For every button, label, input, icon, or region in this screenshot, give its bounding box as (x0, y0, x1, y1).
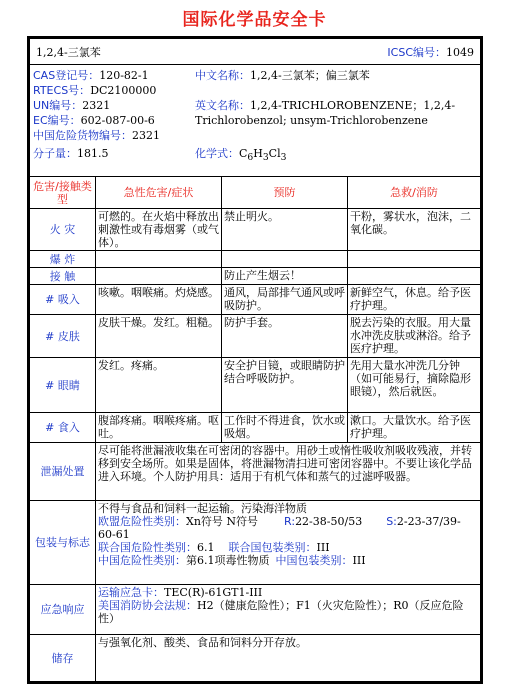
un-class-line (98, 541, 478, 554)
r-phrase-value: 22-38-50/53 (295, 515, 363, 528)
un-value: 2321 (82, 99, 111, 112)
ingestion-symptom: 腹部疼痛。咽喉疼痛。呕吐。 (96, 413, 222, 443)
eu-class-line (98, 515, 478, 528)
col-header-prevent: 预防 (222, 177, 348, 209)
eu-class-value: Xn符号 N符号 (186, 515, 259, 528)
icsc-label: ICSC编号： (387, 46, 446, 59)
cn-pack-value: III (352, 554, 366, 567)
explosion-aid (348, 251, 480, 268)
en-name-label: 英文名称： (195, 99, 250, 112)
row-type-eye: # 眼睛 (30, 358, 96, 413)
formula-h-count: 3 (262, 152, 269, 164)
r-phrase-label: R: (284, 515, 296, 528)
spill-label: 泄漏处置 (30, 443, 96, 501)
ec-label: EC编号： (33, 114, 81, 127)
safety-card (27, 36, 483, 684)
spill-text: 尽可能将泄漏液收集在可密闭的容器中。用砂土或惰性吸收剂吸收残液，并转移到安全场所。如果是固体，将泄漏物清扫进可密闭容器中。不要让该化学品进入环境。个人防护用具：适用于有机气体和蒸气的过滤呼吸器。 (96, 443, 480, 501)
cas-line (33, 69, 149, 82)
cas-label: CAS登记号： (33, 69, 100, 82)
s-phrase-label: S: (386, 515, 397, 528)
contact-prevent: 防止产生烟云！ (222, 268, 348, 285)
skin-aid: 脱去污染的衣服。用大量水冲洗皮肤或淋浴。给予医疗护理。 (348, 315, 480, 358)
packaging-label: 包装与标志 (30, 501, 96, 585)
row-type-inhalation: # 吸入 (30, 285, 96, 315)
emergency-content (96, 585, 480, 635)
formula-c: C (239, 147, 248, 160)
ec-line (33, 114, 155, 127)
mw-value: 181.5 (77, 147, 109, 160)
cn-class-value: 第6.1项毒性物质 (186, 554, 270, 567)
rtecs-label: RTECS号： (33, 84, 91, 97)
cas-value: 120-82-1 (99, 69, 149, 82)
cn-name-value: 1,2,4-三氯苯；偏三氯苯 (250, 69, 370, 82)
s-phrase-value-1: 2-23-37/39- (396, 515, 461, 528)
contact-symptom (96, 268, 222, 285)
ingestion-prevent: 工作时不得进食，饮水或吸烟。 (222, 413, 348, 443)
skin-symptom: 皮肤干燥。发红。粗糙。 (96, 315, 222, 358)
eu-class-label: 欧盟危险性类别： (98, 515, 186, 528)
fire-symptom: 可燃的。在火焰中释放出刺激性或有毒烟雾（或气体）。 (96, 209, 222, 251)
rtecs-line (33, 84, 156, 97)
en-name-line-2: Trichlorobenzol; unsym-Trichlorobenzene (195, 114, 428, 127)
formula-c-count: 6 (247, 152, 254, 164)
row-type-fire: 火 灾 (30, 209, 96, 251)
row-type-explosion: 爆 炸 (30, 251, 96, 268)
formula-cl: Cl (268, 147, 281, 160)
cn-class-line (98, 554, 478, 567)
formula-label: 化学式： (195, 147, 239, 160)
identification-block (30, 65, 480, 177)
cn-danger-value: 2321 (132, 129, 160, 142)
ec-value: 602-087-00-6 (80, 114, 155, 127)
chemical-name: 1,2,4-三氯苯 (36, 46, 101, 59)
emergency-label: 应急响应 (30, 585, 96, 635)
inhalation-prevent: 通风，局部排气通风或呼吸防护。 (222, 285, 348, 315)
emergency-card-label: 运输应急卡： (98, 586, 164, 599)
formula-cl-count: 3 (280, 152, 287, 164)
card-header (30, 39, 480, 65)
formula-line (195, 147, 286, 164)
eye-aid: 先用大量水冲洗几分钟（如可能易行，摘除隐形眼镜），然后就医。 (348, 358, 480, 413)
contact-aid (348, 268, 480, 285)
un-line (33, 99, 110, 112)
un-label: UN编号： (33, 99, 83, 112)
storage-label: 储存 (30, 635, 96, 681)
cn-class-label: 中国危险性类别： (98, 554, 186, 567)
col-header-aid: 急救/消防 (348, 177, 480, 209)
eye-symptom: 发红。疼痛。 (96, 358, 222, 413)
inhalation-aid: 新鲜空气，休息。给予医疗护理。 (348, 285, 480, 315)
cn-name-line (195, 69, 370, 82)
row-type-ingestion: # 食入 (30, 413, 96, 443)
eye-prevent: 安全护目镜，或眼睛防护结合呼吸防护。 (222, 358, 348, 413)
ingestion-aid: 漱口。大量饮水。给予医疗护理。 (348, 413, 480, 443)
cn-pack-label: 中国包装类别： (275, 554, 353, 567)
hazard-table (30, 177, 480, 681)
mw-line (33, 147, 109, 160)
col-header-symptom: 急性危害/症状 (96, 177, 222, 209)
rtecs-value: DC2100000 (90, 84, 157, 97)
fire-prevent: 禁止明火。 (222, 209, 348, 251)
packaging-line1: 不得与食品和饲料一起运输。污染海洋物质 (98, 502, 307, 515)
icsc-value: 1049 (446, 46, 474, 59)
storage-text: 与强氧化剂、酸类、食品和饲料分开存放。 (98, 636, 307, 649)
en-name-value-1: 1,2,4-TRICHLOROBENZENE；1,2,4- (250, 99, 456, 112)
nfpa-label: 美国消防协会法规： (98, 599, 197, 612)
row-type-contact: 接 触 (30, 268, 96, 285)
emergency-card-value: TEC(R)-61GT1-III (164, 586, 263, 599)
card-title: 国际化学品安全卡 (182, 10, 327, 30)
skin-prevent: 防护手套。 (222, 315, 348, 358)
fire-aid: 干粉，雾状水，泡沫，二氧化碳。 (348, 209, 480, 251)
nfpa-line (98, 599, 478, 625)
explosion-symptom (96, 251, 222, 268)
cn-danger-label: 中国危险货物编号： (33, 129, 132, 142)
mw-label: 分子量： (33, 147, 77, 160)
un-pack-label: 联合国包装类别： (228, 541, 317, 554)
inhalation-symptom: 咳嗽。咽喉痛。灼烧感。 (96, 285, 222, 315)
cn-name-label: 中文名称： (195, 69, 250, 82)
emergency-card-line (98, 586, 478, 599)
row-type-skin: # 皮肤 (30, 315, 96, 358)
col-header-type: 危害/接触类型 (30, 177, 96, 209)
cn-danger-line (33, 129, 160, 142)
en-name-line (195, 99, 455, 112)
s-phrase-value-2: 60-61 (98, 528, 130, 541)
packaging-content (96, 501, 480, 585)
un-pack-value: III (316, 541, 330, 554)
icsc-number (387, 46, 474, 59)
un-class-label: 联合国危险性类别： (98, 541, 197, 554)
formula-h: H (253, 147, 263, 160)
un-class-value: 6.1 (197, 541, 215, 554)
nfpa-value: H2（健康危险性）；F1（火灾危险性）；R0（反应危险性） (98, 599, 464, 625)
explosion-prevent (222, 251, 348, 268)
